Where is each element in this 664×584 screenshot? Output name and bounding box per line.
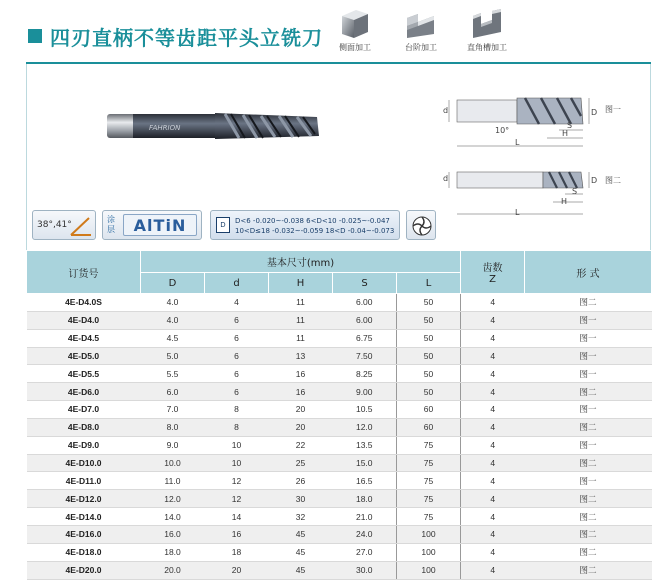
cell-order-no: 4E-D4.0 — [27, 311, 141, 329]
col-d: d — [205, 273, 269, 294]
cell-H: 32 — [269, 508, 333, 526]
cell-form: 图二 — [525, 418, 652, 436]
fig1-dim-angle: 10° — [495, 126, 510, 135]
fig1-dim-H: H — [562, 129, 569, 138]
specification-table — [26, 250, 651, 580]
side-milling-label: 侧面加工 — [339, 43, 371, 52]
cell-L: 50 — [397, 347, 461, 365]
table-row — [27, 365, 652, 383]
helix-angle-badge — [32, 210, 96, 240]
cell-teeth: 4 — [461, 347, 525, 365]
cell-L: 75 — [397, 472, 461, 490]
cell-S: 8.25 — [333, 365, 397, 383]
tolerance-line-1: D<6 -0.020~-0.038 6<D<10 -0.025~-0.047 — [235, 217, 390, 225]
cell-L: 100 — [397, 561, 461, 579]
fig1-dim-S: S — [567, 121, 573, 130]
cell-H: 45 — [269, 525, 333, 543]
cell-D: 4.0 — [141, 294, 205, 312]
cell-S: 6.00 — [333, 311, 397, 329]
table-row — [27, 436, 652, 454]
fig2-dim-L: L — [515, 208, 520, 217]
cell-L: 50 — [397, 383, 461, 401]
cell-D: 4.5 — [141, 329, 205, 347]
col-order-no: 订货号 — [27, 251, 141, 294]
table-row — [27, 383, 652, 401]
brand-mark: FAHRION — [149, 124, 181, 132]
cell-D: 16.0 — [141, 525, 205, 543]
step-milling-icon — [404, 6, 438, 40]
cell-order-no: 4E-D14.0 — [27, 508, 141, 526]
cell-S: 9.00 — [333, 383, 397, 401]
table-row — [27, 418, 652, 436]
spec-table — [26, 250, 652, 580]
cell-form: 图一 — [525, 436, 652, 454]
four-flute-icon — [410, 214, 434, 238]
table-row — [27, 294, 652, 312]
cell-teeth: 4 — [461, 294, 525, 312]
cell-d: 10 — [205, 436, 269, 454]
cell-H: 45 — [269, 543, 333, 561]
cell-L: 100 — [397, 525, 461, 543]
cell-form: 图二 — [525, 543, 652, 561]
cell-S: 6.75 — [333, 329, 397, 347]
cell-D: 11.0 — [141, 472, 205, 490]
cell-L: 75 — [397, 454, 461, 472]
helix-angle-text: 38°,41° — [37, 220, 72, 230]
cell-order-no: 4E-D10.0 — [27, 454, 141, 472]
cell-teeth: 4 — [461, 418, 525, 436]
cell-H: 20 — [269, 401, 333, 419]
page-title: 四刃直柄不等齿距平头立铣刀 — [50, 26, 323, 50]
table-row — [27, 525, 652, 543]
col-H: H — [269, 273, 333, 294]
fig2-dim-d: d — [443, 174, 449, 183]
slot-milling-label: 直角槽加工 — [467, 43, 507, 52]
cell-teeth: 4 — [461, 329, 525, 347]
cell-d: 16 — [205, 525, 269, 543]
cell-L: 50 — [397, 311, 461, 329]
cell-S: 13.5 — [333, 436, 397, 454]
cell-d: 12 — [205, 490, 269, 508]
cell-S: 16.5 — [333, 472, 397, 490]
cell-order-no: 4E-D4.0S — [27, 294, 141, 312]
cell-d: 4 — [205, 294, 269, 312]
col-form: 形 式 — [525, 251, 652, 294]
cell-H: 11 — [269, 311, 333, 329]
table-row — [27, 508, 652, 526]
cell-form: 图一 — [525, 329, 652, 347]
cell-H: 45 — [269, 561, 333, 579]
cell-D: 18.0 — [141, 543, 205, 561]
cell-L: 50 — [397, 294, 461, 312]
table-row — [27, 472, 652, 490]
table-row — [27, 561, 652, 579]
slot-milling-operation — [457, 6, 517, 53]
fig2-dim-S: S — [572, 187, 578, 196]
cell-order-no: 4E-D4.5 — [27, 329, 141, 347]
table-row — [27, 401, 652, 419]
step-milling-label: 台阶加工 — [405, 43, 437, 52]
coating-badge — [102, 210, 202, 240]
cell-order-no: 4E-D5.5 — [27, 365, 141, 383]
fig2-label: 图二 — [605, 176, 621, 185]
cell-H: 25 — [269, 454, 333, 472]
cell-form: 图一 — [525, 401, 652, 419]
cell-H: 11 — [269, 329, 333, 347]
coating-label: 涂层 — [107, 215, 115, 234]
cell-H: 13 — [269, 347, 333, 365]
cell-d: 10 — [205, 454, 269, 472]
table-row — [27, 543, 652, 561]
fig1-drawing — [431, 90, 631, 150]
cell-L: 75 — [397, 436, 461, 454]
cell-d: 8 — [205, 418, 269, 436]
cell-d: 6 — [205, 329, 269, 347]
cell-D: 20.0 — [141, 561, 205, 579]
cell-teeth: 4 — [461, 543, 525, 561]
cell-D: 5.5 — [141, 365, 205, 383]
table-row — [27, 311, 652, 329]
cell-order-no: 4E-D11.0 — [27, 472, 141, 490]
fig1-label: 图一 — [605, 105, 621, 114]
cell-order-no: 4E-D7.0 — [27, 401, 141, 419]
cell-teeth: 4 — [461, 365, 525, 383]
fig2-drawing — [431, 168, 631, 224]
page-header — [0, 0, 664, 58]
cell-order-no: 4E-D6.0 — [27, 383, 141, 401]
cell-order-no: 4E-D8.0 — [27, 418, 141, 436]
cell-S: 6.00 — [333, 294, 397, 312]
cell-teeth: 4 — [461, 383, 525, 401]
cell-d: 8 — [205, 401, 269, 419]
side-milling-operation — [325, 6, 385, 53]
cell-teeth: 4 — [461, 472, 525, 490]
cell-S: 12.0 — [333, 418, 397, 436]
cell-order-no: 4E-D9.0 — [27, 436, 141, 454]
cell-form: 图二 — [525, 525, 652, 543]
fig1-dim-D: D — [591, 108, 598, 117]
spec-table-body — [27, 294, 652, 580]
cell-D: 6.0 — [141, 383, 205, 401]
cell-S: 15.0 — [333, 454, 397, 472]
cell-S: 30.0 — [333, 561, 397, 579]
cell-S: 10.5 — [333, 401, 397, 419]
coating-name: AlTiN — [123, 214, 197, 236]
col-L: L — [397, 273, 461, 294]
cell-teeth: 4 — [461, 508, 525, 526]
cell-form: 图二 — [525, 454, 652, 472]
col-teeth — [461, 251, 525, 294]
cell-D: 14.0 — [141, 508, 205, 526]
cell-D: 10.0 — [141, 454, 205, 472]
cell-order-no: 4E-D5.0 — [27, 347, 141, 365]
cell-form: 图二 — [525, 294, 652, 312]
cell-order-no: 4E-D12.0 — [27, 490, 141, 508]
cell-order-no: 4E-D16.0 — [27, 525, 141, 543]
cell-form: 图一 — [525, 365, 652, 383]
cell-d: 12 — [205, 472, 269, 490]
cell-S: 24.0 — [333, 525, 397, 543]
col-teeth-sub: Z — [489, 274, 496, 285]
flute-count-badge — [406, 210, 436, 240]
cell-H: 20 — [269, 418, 333, 436]
fig2-dim-H: H — [561, 197, 568, 206]
cell-S: 27.0 — [333, 543, 397, 561]
cell-teeth: 4 — [461, 401, 525, 419]
cell-S: 18.0 — [333, 490, 397, 508]
fig2-dim-D: D — [591, 176, 598, 185]
diameter-tolerance-icon: D — [216, 217, 230, 233]
cell-order-no: 4E-D18.0 — [27, 543, 141, 561]
cell-d: 20 — [205, 561, 269, 579]
cell-L: 60 — [397, 418, 461, 436]
cell-teeth: 4 — [461, 454, 525, 472]
cell-d: 6 — [205, 347, 269, 365]
col-S: S — [333, 273, 397, 294]
tolerance-badge — [210, 210, 400, 240]
cell-form: 图一 — [525, 347, 652, 365]
cell-D: 4.0 — [141, 311, 205, 329]
cell-L: 50 — [397, 365, 461, 383]
col-D: D — [141, 273, 205, 294]
cell-d: 6 — [205, 311, 269, 329]
cell-H: 11 — [269, 294, 333, 312]
end-mill-photo — [107, 110, 322, 142]
cell-order-no: 4E-D20.0 — [27, 561, 141, 579]
helix-angle-icon — [69, 215, 93, 237]
cell-H: 22 — [269, 436, 333, 454]
cell-H: 16 — [269, 365, 333, 383]
side-milling-icon — [338, 6, 372, 40]
cell-form: 图二 — [525, 508, 652, 526]
cell-teeth: 4 — [461, 561, 525, 579]
cell-teeth: 4 — [461, 490, 525, 508]
cell-L: 75 — [397, 508, 461, 526]
cell-form: 图二 — [525, 490, 652, 508]
col-teeth-label: 齿数 — [482, 263, 503, 274]
cell-d: 14 — [205, 508, 269, 526]
cell-H: 16 — [269, 383, 333, 401]
cell-D: 9.0 — [141, 436, 205, 454]
cell-D: 5.0 — [141, 347, 205, 365]
cell-D: 8.0 — [141, 418, 205, 436]
cell-d: 18 — [205, 543, 269, 561]
cell-teeth: 4 — [461, 525, 525, 543]
cell-D: 7.0 — [141, 401, 205, 419]
cell-teeth: 4 — [461, 436, 525, 454]
fig1-dim-L: L — [515, 138, 520, 147]
cell-L: 60 — [397, 401, 461, 419]
table-row — [27, 454, 652, 472]
col-basic-size: 基本尺寸(mm) — [141, 251, 461, 273]
cell-L: 100 — [397, 543, 461, 561]
fig1-dim-d: d — [443, 106, 449, 115]
slot-milling-icon — [470, 6, 504, 40]
cell-d: 6 — [205, 365, 269, 383]
table-row — [27, 347, 652, 365]
cell-form: 图一 — [525, 311, 652, 329]
cell-form: 图一 — [525, 472, 652, 490]
cell-H: 30 — [269, 490, 333, 508]
cell-H: 26 — [269, 472, 333, 490]
step-milling-operation — [391, 6, 451, 53]
cell-L: 75 — [397, 490, 461, 508]
cell-L: 50 — [397, 329, 461, 347]
table-row — [27, 329, 652, 347]
table-row — [27, 490, 652, 508]
cell-S: 7.50 — [333, 347, 397, 365]
title-marker — [28, 29, 42, 43]
cell-teeth: 4 — [461, 311, 525, 329]
cell-form: 图二 — [525, 561, 652, 579]
cell-S: 21.0 — [333, 508, 397, 526]
cell-D: 12.0 — [141, 490, 205, 508]
cell-form: 图二 — [525, 383, 652, 401]
tolerance-line-2: 10<D≤18 -0.032~-0.059 18<D -0.04~-0.073 — [235, 227, 395, 235]
cell-d: 6 — [205, 383, 269, 401]
